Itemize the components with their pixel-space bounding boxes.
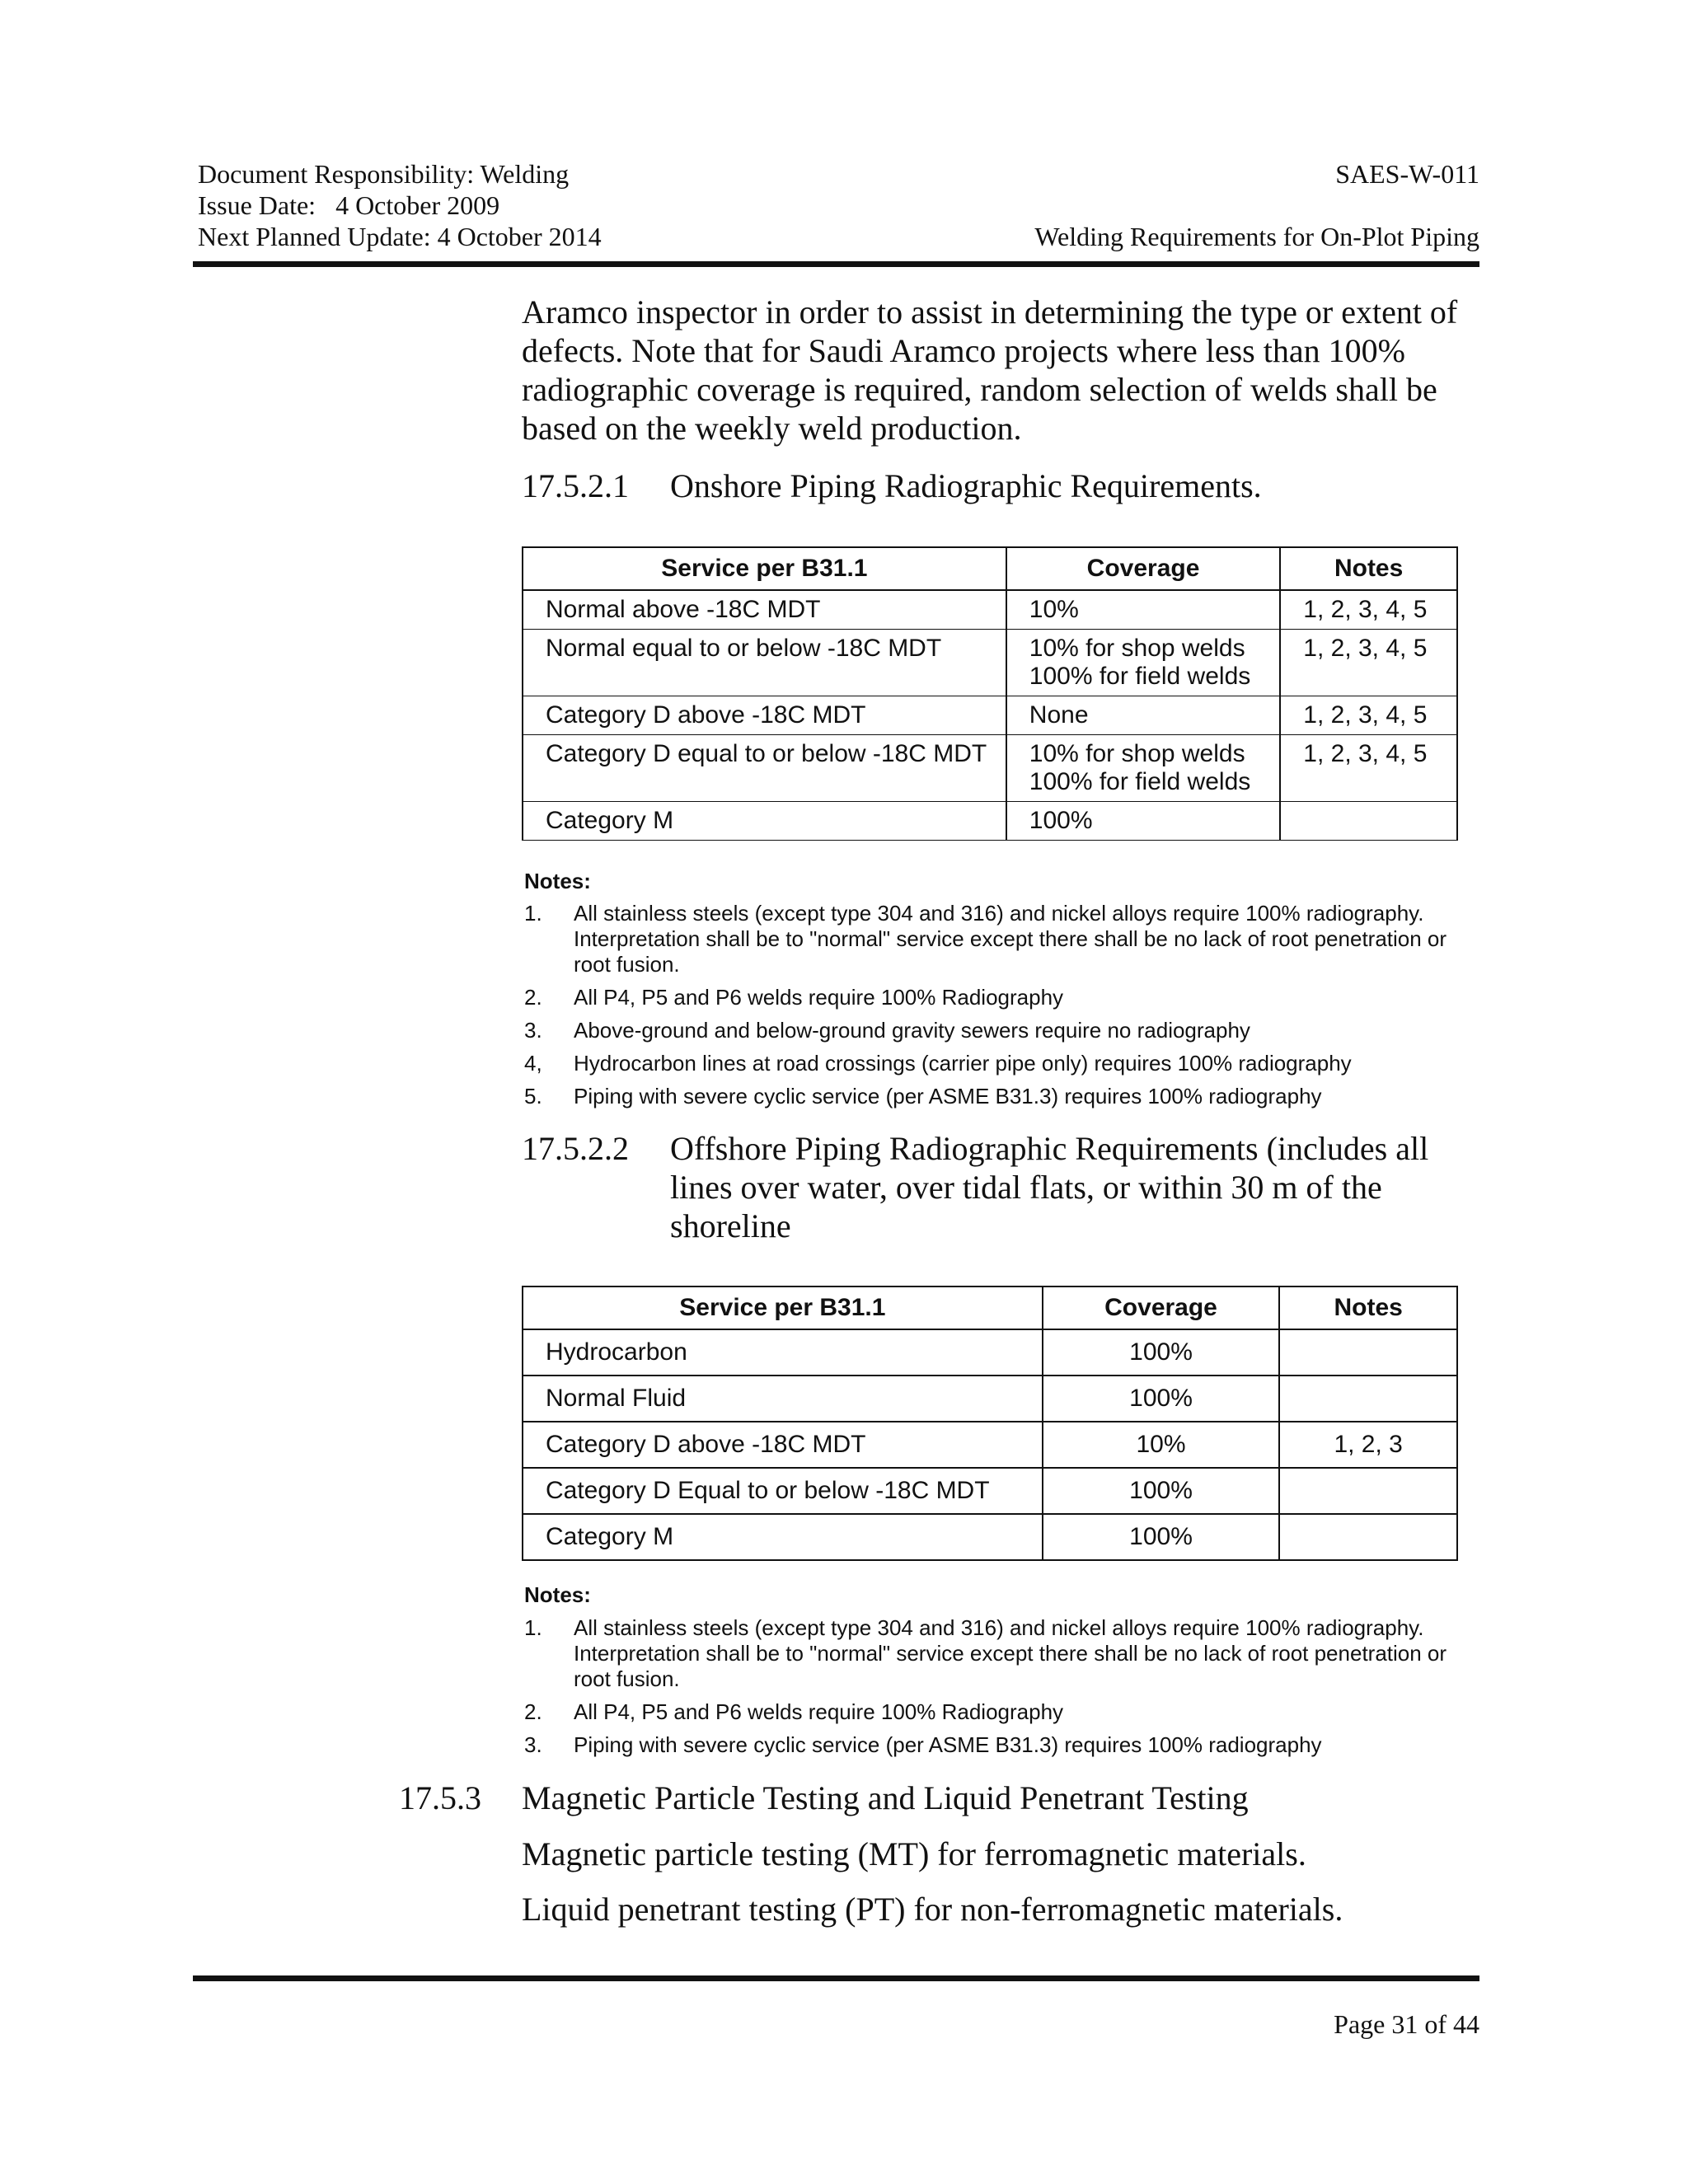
intro-paragraph: Aramco inspector in order to assist in determining the type or extent of defects. Note that for Saudi Aramco projects where less than 100% radiographic coverage is required, random selection of welds shall be based on the weekly weld production. xyxy=(522,293,1458,447)
note-number: 1. xyxy=(524,1615,542,1640)
cell-notes: 1, 2, 3 xyxy=(1279,1422,1457,1468)
cell-coverage: 100% xyxy=(1043,1329,1280,1376)
table-row xyxy=(523,1422,1457,1468)
table-header-row xyxy=(523,1286,1457,1329)
list-item xyxy=(524,1018,1464,1043)
cell-coverage: None xyxy=(1006,696,1281,735)
document-number: SAES-W-011 xyxy=(1335,159,1479,189)
cell-coverage: 100% xyxy=(1006,802,1281,841)
notes-title: Notes: xyxy=(524,869,591,893)
cell-notes xyxy=(1279,1329,1457,1376)
note-text: All P4, P5 and P6 welds require 100% Radiography xyxy=(574,1699,1064,1724)
cell-notes: 1, 2, 3, 4, 5 xyxy=(1280,696,1457,735)
cell-service: Hydrocarbon xyxy=(523,1329,1043,1376)
section-title: Magnetic Particle Testing and Liquid Penetrant Testing xyxy=(522,1779,1249,1816)
note-number: 2. xyxy=(524,1699,542,1724)
cell-coverage: 100% xyxy=(1043,1514,1280,1560)
column-header-service: Service per B31.1 xyxy=(523,1286,1043,1329)
cell-coverage: 100% xyxy=(1043,1468,1280,1514)
footer-rule xyxy=(193,1975,1479,1981)
document-header-right xyxy=(738,158,1479,252)
section-number: 17.5.2.2 xyxy=(522,1130,629,1167)
table-row xyxy=(523,696,1457,735)
cell-notes xyxy=(1280,802,1457,841)
cell-service: Category M xyxy=(523,802,1006,841)
mt-statement: Magnetic particle testing (MT) for ferromagnetic materials. xyxy=(522,1835,1306,1872)
cell-notes: 1, 2, 3, 4, 5 xyxy=(1280,590,1457,630)
header-rule xyxy=(193,261,1479,267)
list-item xyxy=(524,1051,1464,1076)
note-number: 3. xyxy=(524,1018,542,1043)
table-row xyxy=(523,735,1457,802)
note-text: All P4, P5 and P6 welds require 100% Radiography xyxy=(574,985,1064,1010)
list-item xyxy=(524,901,1464,977)
pt-statement: Liquid penetrant testing (PT) for non-ferromagnetic materials. xyxy=(522,1891,1343,1928)
cell-service: Category M xyxy=(523,1514,1043,1560)
section-heading-offshore xyxy=(522,1129,1478,1245)
column-header-coverage: Coverage xyxy=(1043,1286,1280,1329)
cell-service: Normal Fluid xyxy=(523,1376,1043,1422)
note-number: 5. xyxy=(524,1084,542,1108)
page-number: Page 31 of 44 xyxy=(1334,2009,1479,2039)
cell-service: Category D equal to or below -18C MDT xyxy=(523,735,1006,802)
offshore-notes-list xyxy=(524,1615,1464,1765)
next-planned-update: Next Planned Update: 4 October 2014 xyxy=(198,222,602,251)
column-header-service: Service per B31.1 xyxy=(523,547,1006,590)
table-row xyxy=(523,1468,1457,1514)
onshore-radiographic-table xyxy=(522,546,1458,841)
notes-title: Notes: xyxy=(524,1582,591,1607)
list-item xyxy=(524,1699,1464,1725)
note-number: 1. xyxy=(524,901,542,926)
table-row xyxy=(523,590,1457,630)
note-number: 4, xyxy=(524,1051,542,1076)
column-header-notes: Notes xyxy=(1279,1286,1457,1329)
note-text: All stainless steels (except type 304 and 316) and nickel alloys require 100% radiography. Interpretation shall be to "normal" service except there shall be no lack of root penetration or root fusion. xyxy=(574,901,1447,977)
cell-notes xyxy=(1279,1376,1457,1422)
offshore-radiographic-table xyxy=(522,1286,1458,1561)
column-header-coverage: Coverage xyxy=(1006,547,1281,590)
cell-notes: 1, 2, 3, 4, 5 xyxy=(1280,735,1457,802)
cell-coverage: 10% xyxy=(1006,590,1281,630)
note-text: Piping with severe cyclic service (per ASME B31.3) requires 100% radiography xyxy=(574,1084,1322,1108)
issue-date: Issue Date: 4 October 2009 xyxy=(198,190,500,220)
cell-coverage: 10% xyxy=(1043,1422,1280,1468)
section-title: Offshore Piping Radiographic Requirements (includes all lines over water, over tidal flats, or within 30 m of the shoreline xyxy=(670,1130,1429,1244)
document-title: Welding Requirements for On-Plot Piping xyxy=(1034,222,1479,251)
cell-service: Category D above -18C MDT xyxy=(523,1422,1043,1468)
list-item xyxy=(524,1615,1464,1692)
cell-coverage: 10% for shop welds 100% for field welds xyxy=(1006,735,1281,802)
note-text: Hydrocarbon lines at road crossings (carrier pipe only) requires 100% radiography xyxy=(574,1051,1352,1076)
list-item xyxy=(524,1084,1464,1109)
document-responsibility: Document Responsibility: Welding xyxy=(198,159,570,189)
column-header-notes: Notes xyxy=(1280,547,1457,590)
note-text: Piping with severe cyclic service (per ASME B31.3) requires 100% radiography xyxy=(574,1732,1322,1757)
cell-coverage: 100% xyxy=(1043,1376,1280,1422)
section-title: Onshore Piping Radiographic Requirements. xyxy=(670,467,1262,504)
cell-service: Normal above -18C MDT xyxy=(523,590,1006,630)
cell-service: Category D above -18C MDT xyxy=(523,696,1006,735)
table-row xyxy=(523,630,1457,696)
note-text: Above-ground and below-ground gravity sewers require no radiography xyxy=(574,1018,1250,1043)
section-heading-mt-pt xyxy=(399,1779,1470,1817)
section-number: 17.5.2.1 xyxy=(522,467,629,504)
list-item xyxy=(524,1732,1464,1758)
table-row xyxy=(523,802,1457,841)
note-number: 2. xyxy=(524,985,542,1010)
cell-service: Category D Equal to or below -18C MDT xyxy=(523,1468,1043,1514)
cell-notes: 1, 2, 3, 4, 5 xyxy=(1280,630,1457,696)
table-row xyxy=(523,1376,1457,1422)
table-row xyxy=(523,1514,1457,1560)
cell-notes xyxy=(1279,1514,1457,1560)
cell-service: Normal equal to or below -18C MDT xyxy=(523,630,1006,696)
table-header-row xyxy=(523,547,1457,590)
note-number: 3. xyxy=(524,1732,542,1757)
list-item xyxy=(524,985,1464,1010)
cell-notes xyxy=(1279,1468,1457,1514)
table-row xyxy=(523,1329,1457,1376)
section-heading-onshore xyxy=(522,466,1478,505)
section-number: 17.5.3 xyxy=(399,1779,481,1816)
cell-coverage: 10% for shop welds 100% for field welds xyxy=(1006,630,1281,696)
note-text: All stainless steels (except type 304 and 316) and nickel alloys require 100% radiography. Interpretation shall be to "normal" service except there shall be no lack of root penetration or root fusion. xyxy=(574,1615,1447,1691)
onshore-notes-list xyxy=(524,901,1464,1117)
